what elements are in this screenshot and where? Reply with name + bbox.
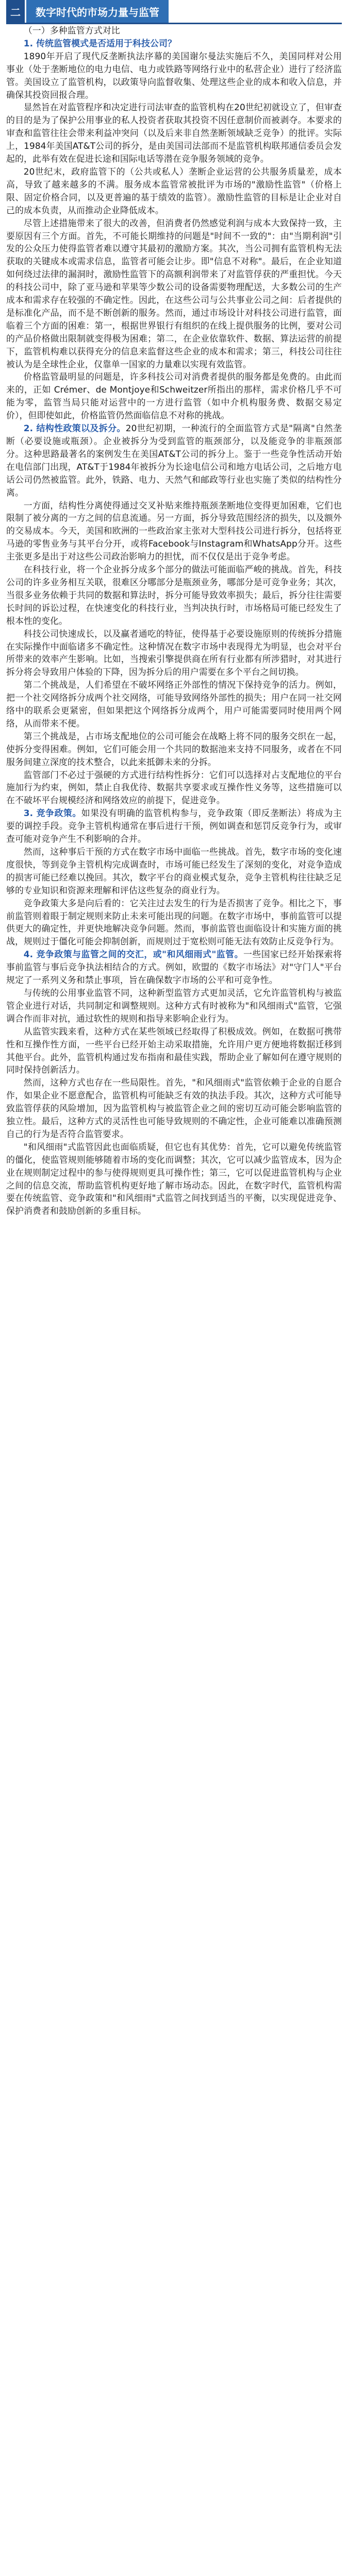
paragraph: 显然旨在对监管程序和决定进行司法审查的监管机构在20世纪初就设立了，但审查的目的是为了保护公用事业的私人投资者获取其投资不因任意制价而被剥夺。本要求的审查和监管往往会带来利益冲突问（以及后来非自然垄断领域缺乏竞争）的批评。实际上，1984年美国AT&T公司的拆分，是由美国司法部而不是监管机构联邦通信委员会发起的，此举有效在促进长途和国际电话等潜在竞争服务领域的竞争。 xyxy=(6,102,342,164)
inline-heading: 2. 结构性政策以及拆分。 xyxy=(23,423,126,434)
paragraph: 第二个挑战是，人们希望在不破坏网络正外部性的情况下保持竞争的活力。例如，把一个社交网络拆分成两个社交网络，可能导致网络外部性的损失；用户在同一社交网络中的联系会更紧密，但如果把这个网络拆分成两个，用户可能需要同时使用两个网络，从而带来不便。 xyxy=(6,680,342,728)
paragraph: 第三个挑战是，占市场支配地位的公司可能会在战略上将不同的服务交织在一起，使拆分变得困难。例如，它们可能会用一个共同的数据池来支持不同服务，或者在不同服务间建立深度的技术整合，以此来抵御未来的分拆。 xyxy=(6,731,342,767)
paragraph-text: 如果没有明确的监管机构参与，竞争政策（即反垄断法）将成为主要的调控手段。竞争主管机构通常在事后进行干预，例如调查和惩罚反竞争行为，或审查可能对竞争产生不利影响的合并。 xyxy=(6,808,342,844)
paragraph: "和风细雨"式监管因此也面临质疑，但它也有其优势：首先，它可以避免传统监管的僵化，使监管规则能够随着市场的变化而调整；其次，它可以减少监管成本，因为企业在规则制定过程中的参与使得规则更具可操作性；第三，它可以促进监管机构与企业之间的信息交流，帮助监管机构更好地了解市场动态。因此，在数字时代，监管机构需要在传统监管、竞争政策和"和风细雨"式监管之间找到适当的平衡，以实现促进竞争、保护消费者和鼓励创新的多重目标。 xyxy=(6,1141,342,1216)
paragraph: 尽管上述措施带来了很大的改善，但消费者仍然感觉利润与成本大致保持一致，主要原因有三个方面。首先，不可能长期维持的问题是"时间不一致的"：由"当期利润"引发的公众压力使得监管者难以遵守其最初的激励方案。其次，当公司拥有监管机构无法获取的关键成本或需求信息，监管者可能会让步。即"信息不对称"。最后，在企业知道如何绕过法律的漏洞时，激励性监管下的高额利润带来了对监管俘获的严重担忧。今天的科技公司中，除了亚马逊和苹果等少数公司的设备需要物理配送，大多数公司的生产成本和需求存在较强的不确定性。因此，在这些公司与公共事业公司之间：后者提供的是标准化产品，而不是不断创新的服务。然而，通过市场设计对科技公司进行监管，面临着三个方面的困难：第一，根据世界银行有组织的在线上提供服务的比例，要对公司的产品价格做出限制就变得极为困难；第二，在企业依靠软件、数据、算法运营的前提下，监管机构难以获得充分的信息来监督这些企业的成本和需求；第三，科技公司往往被认为是全球性企业，仅靠单一国家的力量难以实现有效监管。 xyxy=(6,217,342,369)
paragraph-with-heading xyxy=(6,422,342,499)
inline-heading: 3. 竞争政策。 xyxy=(23,808,81,819)
paragraph: 监管部门不必过于强硬的方式进行结构性拆分：它们可以选择对占支配地位的平台施加行为约束，例如，禁止自我优待、数据共享要求或互操作性义务等，这些措施可以在不破坏平台规模经济和网络效应的前提下，促进竞争。 xyxy=(6,769,342,806)
inline-heading: 4. 竞争政策与监管之间的交汇，或"和风细雨式"监管。 xyxy=(23,949,243,960)
article-body xyxy=(6,24,342,1217)
paragraph: 1890年开启了现代反垄断执法序幕的美国谢尔曼法实施后不久，美国同样对公用事业（处于垄断地位的电力电信、电力或铁路等网络行业中的私营企业）进行了经济监管。美国设立了监管机构，以政策导向监督收集、处理这些企业的成本和收入信息，并确保其投资回报合理。 xyxy=(6,50,342,100)
section-number: 二 xyxy=(6,0,25,23)
numbered-heading: 1. 传统监管模式是否适用于科技公司？ xyxy=(23,38,176,48)
paragraph: 价格监管最明显的问题是，许多科技公司对消费者提供的服务都是免费的。由此而来的，正如 Crémer、de Montjoye和Schweitzer所指出的那样，需求价格几乎不可能为零，监管当局只能对运营中的一方进行监管（如中介机构服务费、数据交易定价），但即使如此，价格监管仍然面临信息不对称的挑战。 xyxy=(6,371,342,421)
paragraph-with-heading xyxy=(6,948,342,987)
paragraph: 竞争政策大多是向后看的：它关注过去发生的行为是否损害了竞争。相比之下，事前监管则着眼于制定规则来防止未来可能出现的问题。在数字市场中，事前监管可以提供更大的确定性，并更快地解决竞争问题。然而，事前监管也面临设计和实施方面的挑战，规则过于僵化可能会抑制创新，而规则过于宽松则可能无法有效防止反竞争行为。 xyxy=(6,897,342,947)
paragraph-list xyxy=(6,37,342,1217)
paragraph: 科技公司快速成长，以及赢者通吃的特征，使得基于必要设施原则的传统拆分措施在实际操作中面临诸多不确定性。这种情况在数字市场中表现得尤为明显，也会对平台所带来的效率产生影响。比如，当搜索引擎提供商在所有行业都有所涉猎时，对其进行拆分将会导致用户体验的下降，因为拆分后的用户需要在多个平台之间切换。 xyxy=(6,628,342,677)
section-title: 数字时代的市场力量与监管 xyxy=(26,0,169,23)
paragraph: 20世纪末，政府监管下的（公共或私人）垄断企业运营的公共服务质量差，成本高，导致了越来越多的不满。服务成本监管常被批评为市场的"激励性监管"（价格上限、固定价格合同，以及更普遍的基于绩效的监管）。激励性监管的目标是让企业对自己的成本负责，从而推动企业降低成本。 xyxy=(6,166,342,215)
paragraph: 然而，这种事后干预的方式在数字市场中面临一些挑战。首先，数字市场的变化速度很快，等到竞争主管机构完成调查时，市场可能已经发生了深刻的变化，对竞争造成的损害可能已经难以挽回。其次，数字平台的商业模式复杂，竞争主管机构往往缺乏足够的专业知识和资源来理解和评估这些复杂的商业行为。 xyxy=(6,846,342,895)
paragraph: 一方面，结构性分离使得通过交叉补贴来维持瓶颈垄断地位变得更加困难，它们也限制了被分离的一方之间的信息流通。另一方面，拆分导致范围经济的损失，以及额外的交易成本。今天，美国和欧洲的一些政治家主张对大型科技公司进行拆分，包括将亚马逊的零售业务与其平台分开，或将Facebook与Instagram和WhatsApp分开。这些主张更多是出于对这些公司政治影响力的担忧，而不仅仅是出于竞争考虑。 xyxy=(6,500,342,562)
paragraph: 在科技行业，将一个企业拆分成多个部分的做法可能面临严峻的挑战。首先，科技公司的许多业务相互关联，很难区分哪部分是瓶颈业务，哪部分是可竞争业务；其次，当很多业务依赖于共同的数据和算法时，拆分可能导致效率损失；最后，拆分往往需要长时间的诉讼过程，在快速变化的科技行业，当判决执行时，市场格局可能已经发生了根本性的变化。 xyxy=(6,564,342,626)
paragraph-text: 一些国家已经开始探索将事前监管与事后竞争执法相结合的方式。例如，欧盟的《数字市场法》对"守门人"平台规定了一系列义务和禁止事项，旨在确保数字市场的公平和可竞争性。 xyxy=(6,949,342,986)
paragraph-text: 20世纪初期，一种流行的全面监管方式是"隔离"自然垄断（必要设施或瓶颈）。企业被拆分为受到监管的瓶颈部分，以及能竞争的非瓶颈部分。这种思路最著名的案例发生在美国AT&T公司的拆分上。鉴于一些竞争性活动开始在电信部门出现，AT&T于1984年被拆分为长途电信公司和地方电话公司，之后地方电话公司仍然被监管。此外，铁路、电力、天然气和邮政等行业也实施了类似的结构性分离。 xyxy=(6,423,342,498)
subsection-title: （一）多种监管方式对比 xyxy=(23,25,120,36)
paragraph: 与传统的公用事业监管不同，这种新型监管方式更加灵活，它允许监管机构与被监管企业进行对话，共同制定和调整规则。这种方式有时被称为"和风细雨式"监管，它强调合作而非对抗，通过软性的规则和指导来影响企业行为。 xyxy=(6,987,342,1024)
section-header xyxy=(6,0,342,24)
paragraph: 从监管实践来看，这种方式在某些领域已经取得了积极成效。例如，在数据可携带性和互操作性方面，一些平台已经开始主动采取措施，允许用户更方便地将数据迁移到其他平台。此外，监管机构通过发布指南和最佳实践，帮助企业了解如何在遵守规则的同时保持创新活力。 xyxy=(6,1026,342,1075)
paragraph: 然而，这种方式也存在一些局限性。首先，"和风细雨式"监管依赖于企业的自愿合作，如果企业不愿意配合，监管机构可能缺乏有效的执法手段。其次，这种方式可能导致监管俘获的风险增加，因为监管机构与被监管企业之间的密切互动可能会影响监管的独立性。最后，这种方式的灵活性也可能导致规则的不确定性，企业可能难以准确预测自己的行为是否符合监管要求。 xyxy=(6,1077,342,1139)
paragraph-with-heading xyxy=(6,807,342,845)
